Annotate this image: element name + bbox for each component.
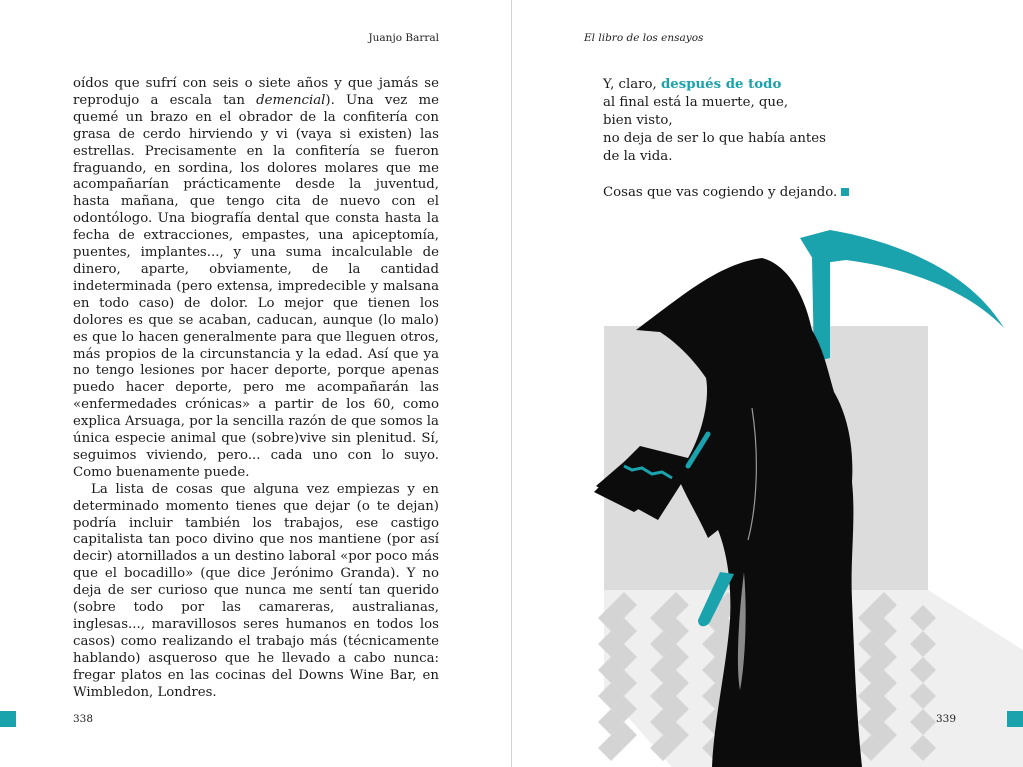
poem-line <box>603 76 923 94</box>
poem-line: de la vida. <box>603 149 673 164</box>
scythe-blade-icon <box>800 230 1004 328</box>
emphasis-word: demencial <box>256 92 326 108</box>
paragraph-text: oídos que sufrí con seis o siete años y que jamás se reprodujo a escala tan <box>73 76 439 108</box>
grim-reaper-illustration <box>512 220 1023 767</box>
running-head-title: El libro de los ensayos <box>584 32 704 44</box>
page-number-left: 338 <box>73 713 94 725</box>
paragraph-text: ). Una vez me quemé un brazo en el obrador de la confitería con grasa de cerdo hirviendo y vi (vaya si existen) las estrellas. Precisamente en la confitería se fueron fraguando, en sordina, los dolores molares que me acompañarían prácticamente desde la juventud, hasta mañana, que tengo cita de nuevo con el odontólogo. Una biografía dental que consta hasta la fecha de extracciones, empastes, una apiceptomía, puentes, implantes..., y una suma incalculable de dinero, aparte, obviamente, de la cantidad indeterminada (pero extensa, impredecible y malsana en todo caso) de dolor. Lo mejor que tienen los dolores es que se acaban, caducan, aunque (lo malo) es que lo hacen generalmente para que lleguen otros, más propios de la circunstancia y la edad. Así que ya no tengo lesiones por hacer deporte, porque apenas puedo hacer deporte, pero me acompañarán las «enfermedades crónicas» a partir de los 60, como explica Arsuaga, por la sencilla razón de que somos la única especie animal que (sobre)vive sin plenitud. Sí, seguimos viviendo, pero... cada uno con lo suyo. Como buenamente puede. <box>73 92 439 480</box>
poem-closing-line <box>603 184 923 202</box>
stanza-break <box>603 166 923 184</box>
right-page <box>512 0 1023 767</box>
end-of-text-square-icon <box>841 188 849 196</box>
edge-tab-marker-left <box>0 711 16 727</box>
poem-line: bien visto, <box>603 113 673 128</box>
paragraph: La lista de cosas que alguna vez empiezas y en determinado momento tienes que dejar (o te dejan) podría incluir también los trabajos, ese castigo capitalista tan poco divino que nos mantiene (por así decir) atornillados a un destino laboral «por poco más que el bocadillo» (que dice Jerónimo Granda). Y no deja de ser curioso que nunca me sentí tan querido (sobre todo por las camareras, australianas, inglesas..., maravillosos seres humanos en todos los casos) como realizando el trabajo más (técnicamente hablando) asqueroso que he llevado a cabo nunca: fregar platos en las cocinas del Downs Wine Bar, en Wimbledon, Londres. <box>73 481 439 700</box>
poem-accent-text: después de todo <box>660 77 782 92</box>
body-text <box>73 76 439 702</box>
edge-tab-marker-right <box>1007 711 1023 727</box>
poem-line-text: Cosas que vas cogiendo y dejando. <box>603 185 838 200</box>
poem-line-text: Y, claro, <box>603 77 661 92</box>
poem-stanza <box>603 76 923 202</box>
poem-line: al final está la muerte, que, <box>603 95 789 110</box>
page-number-right: 339 <box>936 713 957 725</box>
poem-line: no deja de ser lo que había antes <box>603 131 826 146</box>
left-page <box>0 0 511 767</box>
paragraph <box>73 76 439 482</box>
running-head-author: Juanjo Barral <box>368 32 439 44</box>
